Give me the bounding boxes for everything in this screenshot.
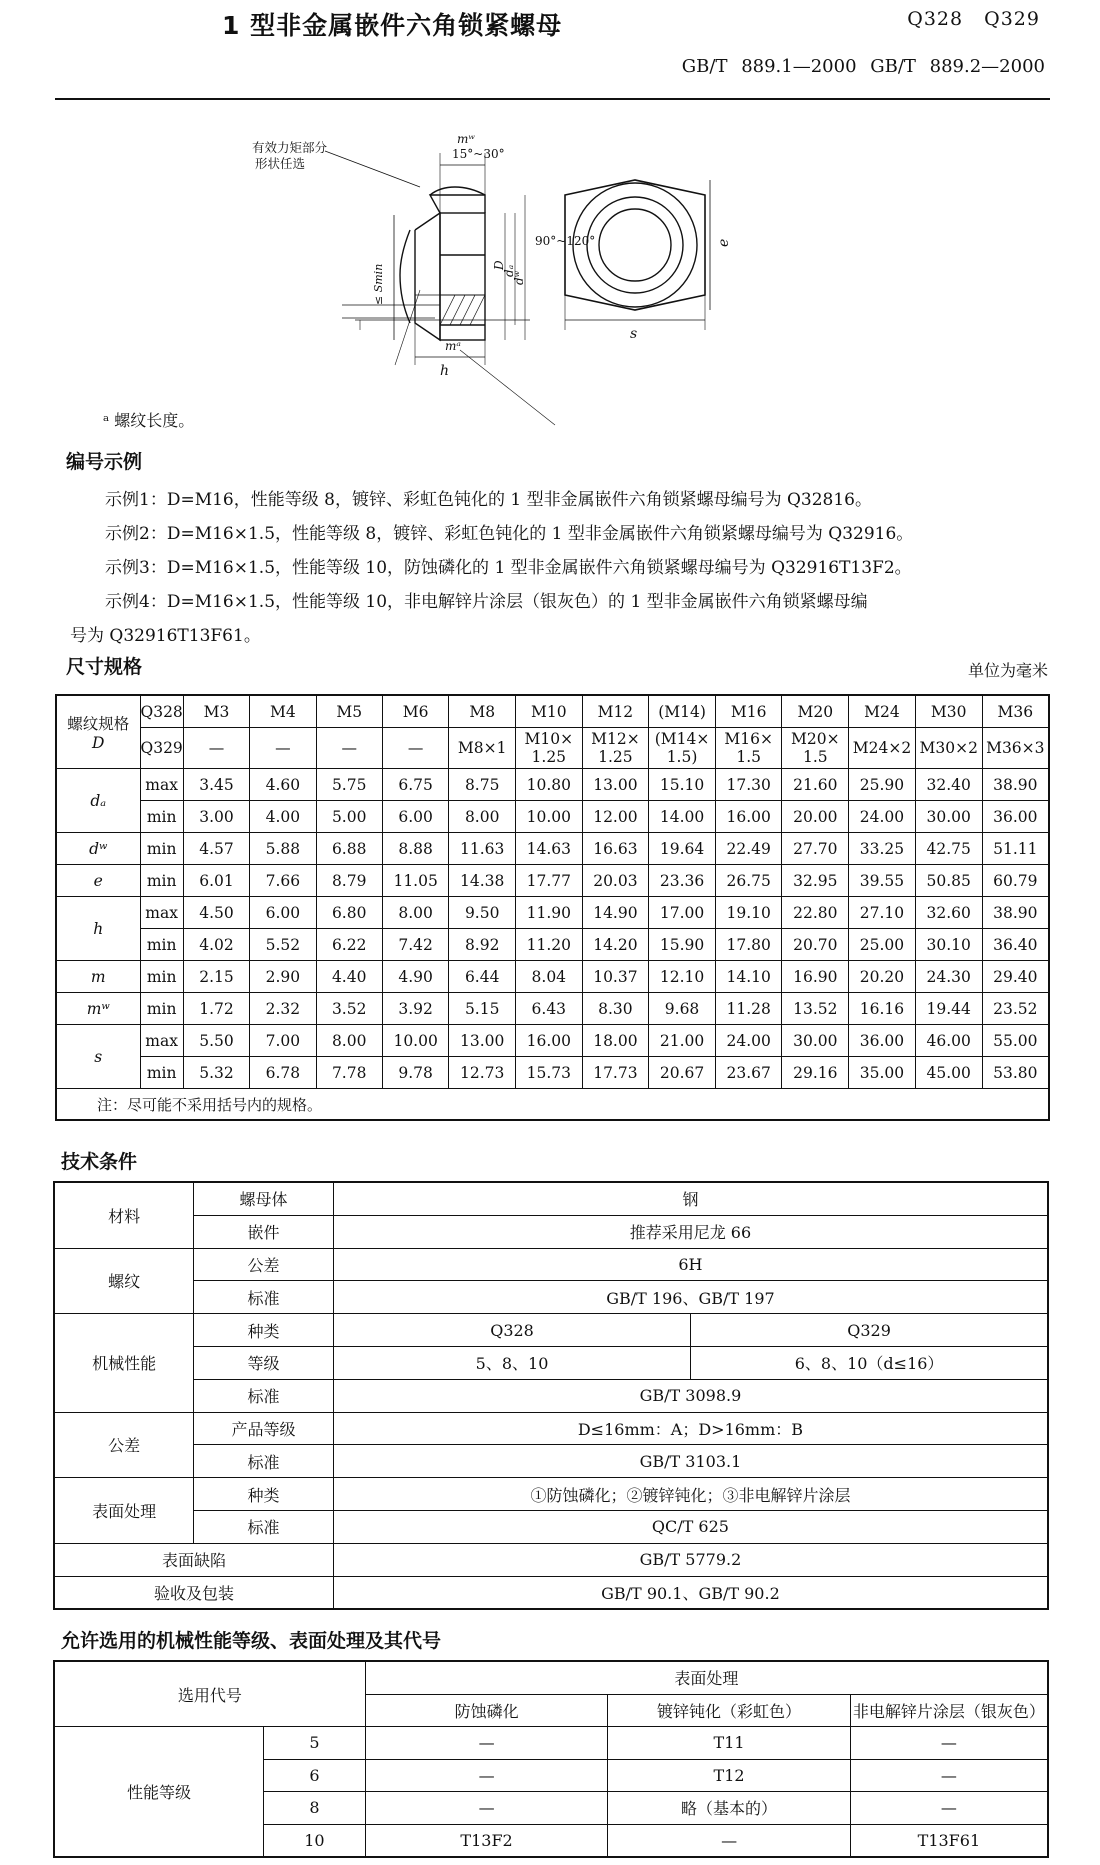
nut-body-value: 钢 (333, 1182, 1048, 1215)
table-row (56, 897, 1049, 929)
value-cell: 46.00 (915, 1025, 982, 1057)
size-q328: M6 (382, 695, 449, 728)
value-cell: 5.32 (183, 1057, 249, 1089)
grade-6: 6 (264, 1759, 366, 1792)
value-cell: 22.49 (715, 833, 782, 865)
value-cell: 6.44 (449, 961, 516, 993)
dim-s-label: s (630, 326, 638, 342)
value-cell: 8.79 (316, 865, 382, 897)
spec-label-cell (56, 695, 140, 769)
value-cell: 60.79 (982, 865, 1049, 897)
value-cell: 19.44 (915, 993, 982, 1025)
value-cell: 13.52 (782, 993, 849, 1025)
value-cell: 4.00 (250, 801, 316, 833)
value-cell: 26.75 (715, 865, 782, 897)
value-cell: 50.85 (915, 865, 982, 897)
value-cell: 38.90 (982, 769, 1049, 801)
codes-heading: 允许选用的机械性能等级、表面处理及其代号 (61, 1630, 442, 1652)
value-cell: 17.80 (715, 929, 782, 961)
insert-cell: 嵌件 (194, 1215, 334, 1248)
table-row (56, 1057, 1049, 1089)
tech-table (53, 1181, 1049, 1610)
surface-kind-cell: 种类 (194, 1478, 334, 1511)
value-cell: 6.88 (316, 833, 382, 865)
value-cell: 16.16 (849, 993, 916, 1025)
standard-numbers: GB/T 889.1—2000 GB/T 889.2—2000 (681, 56, 1045, 77)
grade-8-c3: — (850, 1792, 1048, 1825)
value-cell: 9.78 (382, 1057, 449, 1089)
value-cell: 5.50 (183, 1025, 249, 1057)
value-cell: 23.52 (982, 993, 1049, 1025)
grade-label-cell: 性能等级 (54, 1727, 264, 1858)
value-cell: 4.02 (183, 929, 249, 961)
table-row (56, 801, 1049, 833)
value-cell: 3.52 (316, 993, 382, 1025)
table-row (56, 1025, 1049, 1057)
mech-q328: Q328 (333, 1314, 690, 1347)
grade-5: 5 (264, 1727, 366, 1760)
tech-heading: 技术条件 (61, 1151, 138, 1173)
example-3: 示例3：D=M16×1.5，性能等级 10，防蚀磷化的 1 型非金属嵌件六角锁紧螺母编号为 Q32916T13F2。 (105, 558, 912, 578)
unit-label: 单位为毫米 (967, 661, 1048, 680)
size-q329: — (250, 728, 316, 769)
value-cell: 16.90 (782, 961, 849, 993)
value-cell: 17.00 (649, 897, 716, 929)
value-cell: 3.45 (183, 769, 249, 801)
examples-heading: 编号示例 (66, 451, 143, 473)
kind-cell: min (140, 865, 183, 897)
product-grade-value: D≤16mm：A；D>16mm：B (333, 1412, 1048, 1445)
table-note: 注：尽可能不采用括号内的规格。 (56, 1089, 1049, 1121)
thread-length-footnote: ᵃ 螺纹长度。 (103, 411, 195, 430)
mech-standard-cell: 标准 (194, 1379, 334, 1412)
spec-symbol: D (92, 734, 105, 752)
value-cell: 4.57 (183, 833, 249, 865)
size-q328: M36 (982, 695, 1049, 728)
value-cell: 45.00 (915, 1057, 982, 1089)
size-q328: M4 (250, 695, 316, 728)
dim-da-label: dₐ (502, 264, 516, 277)
value-cell: 15.73 (516, 1057, 583, 1089)
value-cell: 19.10 (715, 897, 782, 929)
value-cell: 27.10 (849, 897, 916, 929)
param-cell: dʷ (56, 833, 140, 865)
grade-10-c3: T13F61 (850, 1824, 1048, 1857)
value-cell: 14.10 (715, 961, 782, 993)
example-2: 示例2：D=M16×1.5，性能等级 8，镀锌、彩虹色钝化的 1 型非金属嵌件六角锁紧螺母编号为 Q32916。 (105, 524, 914, 544)
value-cell: 6.00 (382, 801, 449, 833)
size-q329: M24×2 (849, 728, 916, 769)
value-cell: 14.38 (449, 865, 516, 897)
value-cell: 24.00 (715, 1025, 782, 1057)
codes-table (53, 1660, 1049, 1858)
dim-e-label: e (716, 238, 732, 247)
grade-5-c3: — (850, 1727, 1048, 1760)
value-cell: 6.80 (316, 897, 382, 929)
size-q329: M30×2 (915, 728, 982, 769)
value-cell: 17.73 (582, 1057, 649, 1089)
q328-label: Q328 (140, 695, 183, 728)
value-cell: 19.64 (649, 833, 716, 865)
value-cell: 12.00 (582, 801, 649, 833)
value-cell: 10.80 (516, 769, 583, 801)
value-cell: 17.77 (516, 865, 583, 897)
value-cell: 6.75 (382, 769, 449, 801)
defects-value: GB/T 5779.2 (333, 1543, 1048, 1576)
code-label-cell: 选用代号 (54, 1661, 365, 1727)
packaging-cell: 验收及包装 (54, 1576, 333, 1609)
value-cell: 20.20 (849, 961, 916, 993)
defects-cell: 表面缺陷 (54, 1543, 333, 1576)
value-cell: 10.00 (516, 801, 583, 833)
table-row (56, 961, 1049, 993)
grade-10: 10 (264, 1824, 366, 1857)
param-cell: e (56, 865, 140, 897)
value-cell: 5.88 (250, 833, 316, 865)
torque-label: 有效力矩部分 (252, 140, 328, 155)
value-cell: 30.00 (915, 801, 982, 833)
mech-kind-cell: 种类 (194, 1314, 334, 1347)
value-cell: 25.00 (849, 929, 916, 961)
mech-standard-value: GB/T 3098.9 (333, 1379, 1048, 1412)
q329-label: Q329 (140, 728, 183, 769)
value-cell: 29.40 (982, 961, 1049, 993)
surface-kind-value: ①防蚀磷化；②镀锌钝化；③非电解锌片涂层 (333, 1478, 1048, 1511)
grade-q329: 6、8、10（d≤16） (691, 1346, 1048, 1379)
header-rule (55, 98, 1050, 100)
value-cell: 14.20 (582, 929, 649, 961)
value-cell: 12.10 (649, 961, 716, 993)
value-cell: 14.63 (516, 833, 583, 865)
grade-6-c1: — (365, 1759, 608, 1792)
grade-10-c1: T13F2 (365, 1824, 608, 1857)
dim-m-label: mᵃ (445, 339, 461, 353)
example-4-continued: 号为 Q32916T13F61。 (70, 626, 261, 646)
value-cell: 8.75 (449, 769, 516, 801)
value-cell: 13.00 (449, 1025, 516, 1057)
value-cell: 4.40 (316, 961, 382, 993)
thread-tolerance-value: 6H (333, 1248, 1048, 1281)
size-q329: M16× 1.5 (715, 728, 782, 769)
grade-q328: 5、8、10 (333, 1346, 690, 1379)
size-q329: M20× 1.5 (782, 728, 849, 769)
value-cell: 2.32 (250, 993, 316, 1025)
col-phosphating: 防蚀磷化 (365, 1694, 608, 1727)
kind-cell: max (140, 769, 183, 801)
value-cell: 8.00 (449, 801, 516, 833)
value-cell: 22.80 (782, 897, 849, 929)
tolerance-cell: 公差 (54, 1412, 194, 1478)
value-cell: 42.75 (915, 833, 982, 865)
value-cell: 4.60 (250, 769, 316, 801)
dim-h-label: h (440, 363, 450, 379)
size-q328: M8 (449, 695, 516, 728)
value-cell: 16.63 (582, 833, 649, 865)
value-cell: 30.00 (782, 1025, 849, 1057)
value-cell: 14.90 (582, 897, 649, 929)
dimensions-table (55, 694, 1050, 1121)
shape-label: 形状任选 (255, 156, 306, 171)
size-q328: M30 (915, 695, 982, 728)
example-4: 示例4：D=M16×1.5，性能等级 10，非电解锌片涂层（银灰色）的 1 型非金属嵌件六角锁紧螺母编 (105, 592, 868, 612)
surface-standard-value: QC/T 625 (333, 1510, 1048, 1543)
product-codes: Q328 Q329 (907, 8, 1040, 30)
product-grade-cell: 产品等级 (194, 1412, 334, 1445)
value-cell: 1.72 (183, 993, 249, 1025)
value-cell: 38.90 (982, 897, 1049, 929)
grade-10-c2: — (608, 1824, 850, 1857)
size-q329: M12× 1.25 (582, 728, 649, 769)
value-cell: 2.15 (183, 961, 249, 993)
value-cell: 7.78 (316, 1057, 382, 1089)
col-zinc-flake: 非电解锌片涂层（银灰色） (850, 1694, 1048, 1727)
value-cell: 16.00 (715, 801, 782, 833)
value-cell: 33.25 (849, 833, 916, 865)
value-cell: 16.00 (516, 1025, 583, 1057)
value-cell: 5.75 (316, 769, 382, 801)
value-cell: 8.92 (449, 929, 516, 961)
value-cell: 8.04 (516, 961, 583, 993)
kind-cell: min (140, 961, 183, 993)
value-cell: 15.90 (649, 929, 716, 961)
value-cell: 36.00 (849, 1025, 916, 1057)
thread-standard-cell: 标准 (194, 1281, 334, 1314)
value-cell: 20.67 (649, 1057, 716, 1089)
value-cell: 32.40 (915, 769, 982, 801)
grade-6-c3: — (850, 1759, 1048, 1792)
size-q328: M3 (183, 695, 249, 728)
value-cell: 20.00 (782, 801, 849, 833)
size-q329: M10× 1.25 (516, 728, 583, 769)
value-cell: 11.28 (715, 993, 782, 1025)
kind-cell: max (140, 1025, 183, 1057)
grade-5-c2: T11 (608, 1727, 850, 1760)
table-row (56, 769, 1049, 801)
value-cell: 9.68 (649, 993, 716, 1025)
table-row (56, 993, 1049, 1025)
value-cell: 8.00 (382, 897, 449, 929)
value-cell: 30.10 (915, 929, 982, 961)
size-q329: — (316, 728, 382, 769)
table-row (56, 865, 1049, 897)
col-zinc-passivation: 镀锌钝化（彩虹色） (608, 1694, 850, 1727)
value-cell: 10.37 (582, 961, 649, 993)
size-q328: M10 (516, 695, 583, 728)
value-cell: 20.03 (582, 865, 649, 897)
size-q328: M24 (849, 695, 916, 728)
value-cell: 8.00 (316, 1025, 382, 1057)
value-cell: 6.78 (250, 1057, 316, 1089)
value-cell: 14.00 (649, 801, 716, 833)
size-q329: M36×3 (982, 728, 1049, 769)
value-cell: 3.92 (382, 993, 449, 1025)
page-title: 1 型非金属嵌件六角锁紧螺母 (222, 11, 563, 40)
tolerance-standard-value: GB/T 3103.1 (333, 1445, 1048, 1478)
value-cell: 21.60 (782, 769, 849, 801)
thread-cell: 螺纹 (54, 1248, 194, 1314)
value-cell: 6.00 (250, 897, 316, 929)
value-cell: 7.00 (250, 1025, 316, 1057)
value-cell: 39.55 (849, 865, 916, 897)
value-cell: 23.67 (715, 1057, 782, 1089)
value-cell: 20.70 (782, 929, 849, 961)
dim-mw-label: mʷ (457, 132, 475, 146)
value-cell: 11.63 (449, 833, 516, 865)
value-cell: 10.00 (382, 1025, 449, 1057)
size-q329: (M14× 1.5) (649, 728, 716, 769)
value-cell: 8.30 (582, 993, 649, 1025)
value-cell: 5.52 (250, 929, 316, 961)
mech-q329: Q329 (691, 1314, 1048, 1347)
value-cell: 24.00 (849, 801, 916, 833)
value-cell: 32.60 (915, 897, 982, 929)
grade-8-c2: 略（基本的） (608, 1792, 850, 1825)
value-cell: 21.00 (649, 1025, 716, 1057)
param-cell: m (56, 961, 140, 993)
value-cell: 55.00 (982, 1025, 1049, 1057)
size-q329: M8×1 (449, 728, 516, 769)
grade-8-c1: — (365, 1792, 608, 1825)
angle-top-label: 15°~30° (452, 147, 505, 161)
param-cell: mʷ (56, 993, 140, 1025)
surface-standard-cell: 标准 (194, 1510, 334, 1543)
value-cell: 7.42 (382, 929, 449, 961)
dim-smin-label: ≤ Smin (372, 263, 385, 305)
nut-body-cell: 螺母体 (194, 1182, 334, 1215)
value-cell: 9.50 (449, 897, 516, 929)
value-cell: 12.73 (449, 1057, 516, 1089)
dimensions-heading: 尺寸规格 (66, 656, 143, 678)
kind-cell: min (140, 833, 183, 865)
dim-D-label: D (492, 260, 506, 270)
value-cell: 25.90 (849, 769, 916, 801)
size-q328: (M14) (649, 695, 716, 728)
value-cell: 5.15 (449, 993, 516, 1025)
table-row (56, 833, 1049, 865)
value-cell: 36.00 (982, 801, 1049, 833)
grade-5-c1: — (365, 1727, 608, 1760)
value-cell: 7.66 (250, 865, 316, 897)
packaging-value: GB/T 90.1、GB/T 90.2 (333, 1576, 1048, 1609)
value-cell: 18.00 (582, 1025, 649, 1057)
value-cell: 27.70 (782, 833, 849, 865)
grade-6-c2: T12 (608, 1759, 850, 1792)
nut-drawing (252, 125, 850, 400)
thread-standard-value: GB/T 196、GB/T 197 (333, 1281, 1048, 1314)
kind-cell: min (140, 801, 183, 833)
mech-grade-cell: 等级 (194, 1346, 334, 1379)
value-cell: 3.00 (183, 801, 249, 833)
kind-cell: max (140, 897, 183, 929)
tolerance-standard-cell: 标准 (194, 1445, 334, 1478)
value-cell: 17.30 (715, 769, 782, 801)
param-cell: h (56, 897, 140, 961)
table-row (56, 929, 1049, 961)
value-cell: 11.90 (516, 897, 583, 929)
examples-block (70, 483, 1050, 653)
value-cell: 24.30 (915, 961, 982, 993)
surface-label-cell: 表面处理 (365, 1661, 1048, 1694)
value-cell: 53.80 (982, 1057, 1049, 1089)
size-q328: M16 (715, 695, 782, 728)
spec-label: 螺纹规格 (67, 715, 130, 733)
kind-cell: min (140, 929, 183, 961)
value-cell: 6.43 (516, 993, 583, 1025)
param-cell: s (56, 1025, 140, 1089)
size-q329: — (382, 728, 449, 769)
value-cell: 4.90 (382, 961, 449, 993)
mech-cell: 机械性能 (54, 1314, 194, 1412)
value-cell: 2.90 (250, 961, 316, 993)
value-cell: 32.95 (782, 865, 849, 897)
value-cell: 11.20 (516, 929, 583, 961)
value-cell: 11.05 (382, 865, 449, 897)
kind-cell: min (140, 993, 183, 1025)
angle-side-label: 90°~120° (535, 234, 596, 248)
kind-cell: min (140, 1057, 183, 1089)
dim-dw-label: dʷ (512, 270, 526, 285)
value-cell: 23.36 (649, 865, 716, 897)
size-q328: M5 (316, 695, 382, 728)
value-cell: 6.22 (316, 929, 382, 961)
grade-8: 8 (264, 1792, 366, 1825)
param-cell: dₐ (56, 769, 140, 833)
example-1: 示例1：D=M16，性能等级 8，镀锌、彩虹色钝化的 1 型非金属嵌件六角锁紧螺母编号为 Q32816。 (105, 490, 872, 510)
value-cell: 6.01 (183, 865, 249, 897)
value-cell: 29.16 (782, 1057, 849, 1089)
material-cell: 材料 (54, 1182, 194, 1248)
size-q328: M12 (582, 695, 649, 728)
thread-tolerance-cell: 公差 (194, 1248, 334, 1281)
value-cell: 13.00 (582, 769, 649, 801)
value-cell: 15.10 (649, 769, 716, 801)
value-cell: 8.88 (382, 833, 449, 865)
value-cell: 51.11 (982, 833, 1049, 865)
value-cell: 35.00 (849, 1057, 916, 1089)
surface-cell: 表面处理 (54, 1478, 194, 1544)
value-cell: 36.40 (982, 929, 1049, 961)
value-cell: 4.50 (183, 897, 249, 929)
value-cell: 5.00 (316, 801, 382, 833)
insert-value: 推荐采用尼龙 66 (333, 1215, 1048, 1248)
size-q329: — (183, 728, 249, 769)
size-q328: M20 (782, 695, 849, 728)
